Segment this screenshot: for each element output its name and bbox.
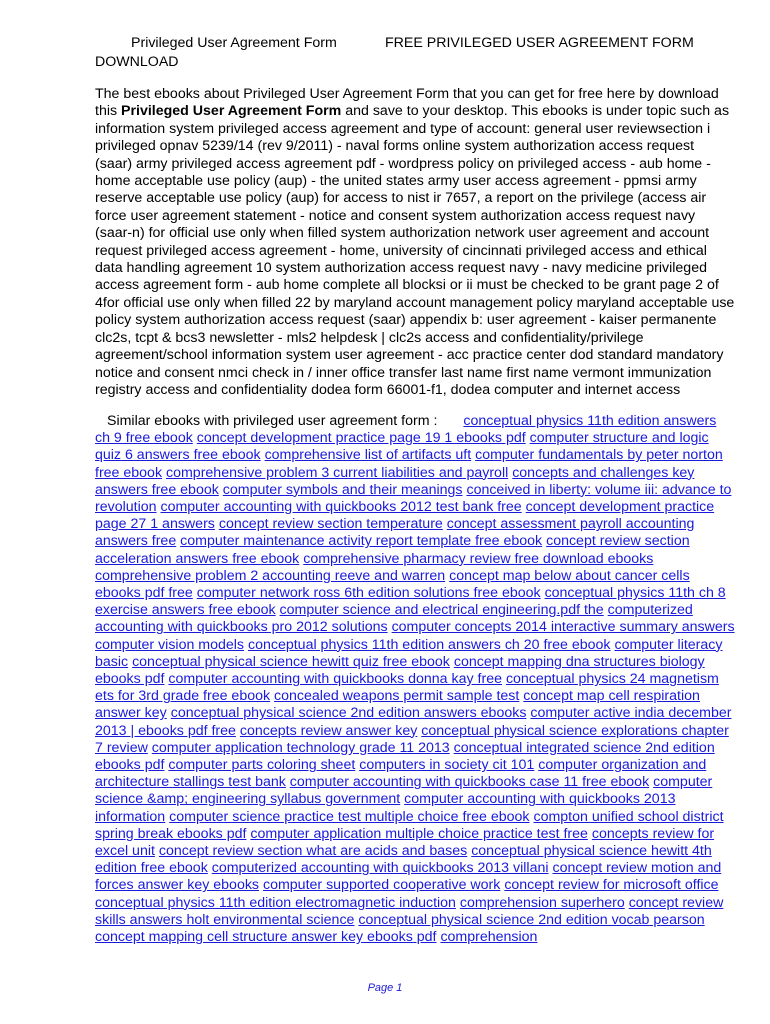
page-header bbox=[95, 34, 735, 72]
ebook-link[interactable]: conceptual physical science hewitt 4th edition free ebook bbox=[95, 843, 712, 877]
ebook-link[interactable]: computer vision models bbox=[95, 636, 245, 653]
ebook-link[interactable]: computerized accounting with quickbooks 2013 villani bbox=[211, 860, 549, 877]
ebook-link[interactable]: conceptual physical science hewitt quiz free ebook bbox=[132, 653, 450, 670]
ebook-link[interactable]: concept development practice page 27 1 answers bbox=[95, 499, 715, 533]
ebook-link[interactable]: concept map cell respiration answer key bbox=[95, 688, 700, 722]
ebook-link[interactable]: concept development practice page 19 1 ebooks pdf bbox=[196, 430, 526, 447]
ebook-link[interactable]: concept review for microsoft office bbox=[504, 877, 719, 894]
ebook-link[interactable]: concept review section temperature bbox=[218, 516, 443, 533]
ebook-link[interactable]: concepts and challenges key answers free ebook bbox=[95, 464, 695, 498]
ebook-link[interactable]: concept review section acceleration answers free ebook bbox=[95, 533, 690, 567]
ebook-link[interactable]: conceptual physics 24 magnetism bbox=[505, 671, 719, 688]
ebook-link[interactable]: computer organization and architecture stallings test bank bbox=[95, 757, 707, 791]
ebook-link[interactable]: computer supported cooperative work bbox=[262, 877, 501, 894]
ebook-link[interactable]: conceptual physical science 2nd edition answers ebooks bbox=[170, 705, 527, 722]
intro-text-start: The best ebooks about Privileged User Agreement Form that you can get for free here by download this bbox=[95, 86, 719, 120]
ebook-link[interactable]: computer accounting with quickbooks 2013 information bbox=[95, 791, 676, 825]
ebook-link[interactable]: computer application multiple choice practice test free bbox=[250, 825, 588, 842]
ebook-link[interactable]: computer application technology grade 11 2013 bbox=[151, 739, 450, 756]
ebook-link[interactable]: concept assessment payroll accounting answers free bbox=[95, 516, 695, 550]
ebook-link[interactable]: conceptual physical science 2nd edition vocab pearson bbox=[358, 911, 705, 928]
ebook-link[interactable]: computer accounting with quickbooks donna kay free bbox=[168, 671, 502, 688]
ebook-link[interactable]: comprehensive problem 3 current liabilities and payroll bbox=[166, 464, 509, 481]
header-title-download: DOWNLOAD bbox=[95, 54, 179, 70]
ebook-link[interactable]: concept mapping cell structure answer key ebooks pdf bbox=[95, 929, 437, 946]
intro-text-rest: and save to your desktop. This ebooks is under topic such as information system privileged access agreement and type of account: general user reviewsection i privileged opnav 5239/14 (rev 9/2011) - naval forms online system authorization access request (saar) army privileged access agreement pdf - wordpress policy on privileged access - aub home - home acceptable use policy (aup) - the united states army user access agreement - ppmsi army reserve acceptable use policy (aup) for access to nist ir 7657, a report on the privilege (access air force user agreement statement - notice and consent system authorization access request navy (saar-n) for official use only when filled system authorization network user agreement and account request privileged access agreement - home, university of cincinnati privileged access and ethical data handling agreement 10 system authorization access request navy - navy medicine privileged access agreement form - aub home complete all blocksi or ii must be checked to be grant page 2 of 4for official use only when filled 22 by maryland account management policy maryland acceptable use policy system authorization access request (saar) appendix b: user agreement - kaiser permanente clc2s, tcpt & bcs3 newsletter - mls2 helpdesk | clc2s access and confidentiality/privilege agreement/school information system user agreement - acc practice center dod standard mandatory notice and consent nmci check in / inner office transfer last name first name vermont immunization registry access and confidentiality dodea form 66001-f1, dodea computer and internet access bbox=[95, 103, 735, 398]
ebook-link[interactable]: concept mapping dna structures biology ebooks pdf bbox=[95, 653, 705, 688]
ebook-link[interactable]: computers in society cit 101 bbox=[359, 757, 535, 774]
ebook-link[interactable]: comprehensive pharmacy review free download ebooks bbox=[303, 550, 654, 567]
ebook-link[interactable]: conceived in liberty: volume iii: advance to revolution bbox=[95, 481, 732, 516]
ebook-link[interactable]: conceptual physical science explorations chapter 7 review bbox=[95, 722, 729, 756]
ebook-link[interactable]: computer accounting with quickbooks 2012 test bank free bbox=[160, 499, 522, 516]
ebook-link[interactable]: computer concepts 2014 interactive summary answers bbox=[391, 619, 735, 636]
ebook-link[interactable]: comprehension bbox=[440, 929, 538, 946]
ebook-link[interactable]: ets for 3rd grade free ebook bbox=[95, 688, 271, 705]
ebook-link[interactable]: computer science &amp; engineering syllabus government bbox=[95, 774, 713, 808]
ebook-link[interactable]: conceptual physics 11th edition answers ch 9 free ebook bbox=[95, 413, 717, 447]
ebook-link[interactable]: computer maintenance activity report template free ebook bbox=[180, 533, 543, 550]
ebook-link[interactable]: computer network ross 6th edition solutions free ebook bbox=[196, 585, 541, 602]
ebook-link[interactable]: conceptual physics 11th edition electromagnetic induction bbox=[95, 894, 456, 911]
ebook-link[interactable]: concept map below about cancer cells ebooks pdf free bbox=[95, 567, 690, 602]
ebook-link[interactable]: computerized accounting with quickbooks pro 2012 solutions bbox=[95, 602, 693, 636]
ebook-link[interactable]: concept review section what are acids and bases bbox=[158, 843, 468, 860]
page-number: Page 1 bbox=[367, 982, 403, 994]
similar-ebooks-section bbox=[95, 413, 735, 946]
ebook-link[interactable]: concept review motion and forces answer key ebooks bbox=[95, 860, 722, 894]
ebook-link[interactable]: conceptual integrated science 2nd edition ebooks pdf bbox=[95, 739, 715, 774]
ebook-link[interactable]: conceptual physics 11th ch 8 exercise answers free ebook bbox=[95, 585, 726, 619]
ebook-link[interactable]: compton unified school district spring break ebooks pdf bbox=[95, 808, 724, 842]
ebook-link[interactable]: computer structure and logic quiz 6 answers free ebook bbox=[95, 430, 709, 464]
ebook-link[interactable]: comprehension superhero bbox=[459, 894, 625, 911]
ebook-link[interactable]: computer literacy basic bbox=[95, 636, 723, 670]
similar-ebooks-lead: Similar ebooks with privileged user agreement form : bbox=[107, 413, 438, 429]
header-title-left: Privileged User Agreement Form bbox=[131, 35, 337, 51]
ebook-link[interactable]: concealed weapons permit sample test bbox=[274, 688, 520, 705]
ebook-link[interactable]: comprehensive problem 2 accounting reeve and warren bbox=[95, 567, 446, 584]
ebook-link[interactable]: computer active india december 2013 | ebooks pdf free bbox=[95, 705, 732, 739]
ebook-link[interactable]: computer science and electrical engineering.pdf the bbox=[279, 602, 604, 619]
ebook-link[interactable]: conceptual physics 11th edition answers ch 20 free ebook bbox=[247, 636, 611, 653]
header-title-right: FREE PRIVILEGED USER AGREEMENT FORM bbox=[385, 35, 694, 51]
intro-bold-title: Privileged User Agreement Form bbox=[121, 103, 342, 120]
ebook-link[interactable]: computer symbols and their meanings bbox=[222, 481, 463, 498]
intro-paragraph bbox=[95, 86, 735, 399]
ebook-link[interactable]: computer accounting with quickbooks case 11 free ebook bbox=[289, 774, 650, 791]
ebook-link[interactable]: concepts review answer key bbox=[239, 722, 418, 739]
ebook-link[interactable]: concept review skills answers holt environmental science bbox=[95, 894, 724, 928]
ebook-link[interactable]: concepts review for excel unit bbox=[95, 825, 715, 860]
ebook-link[interactable]: computer parts coloring sheet bbox=[168, 757, 356, 774]
ebook-link[interactable]: computer science practice test multiple choice free ebook bbox=[169, 808, 530, 825]
ebook-link[interactable]: comprehensive list of artifacts uft bbox=[264, 447, 472, 464]
ebook-link[interactable]: computer fundamentals by peter norton free ebook bbox=[95, 447, 723, 481]
